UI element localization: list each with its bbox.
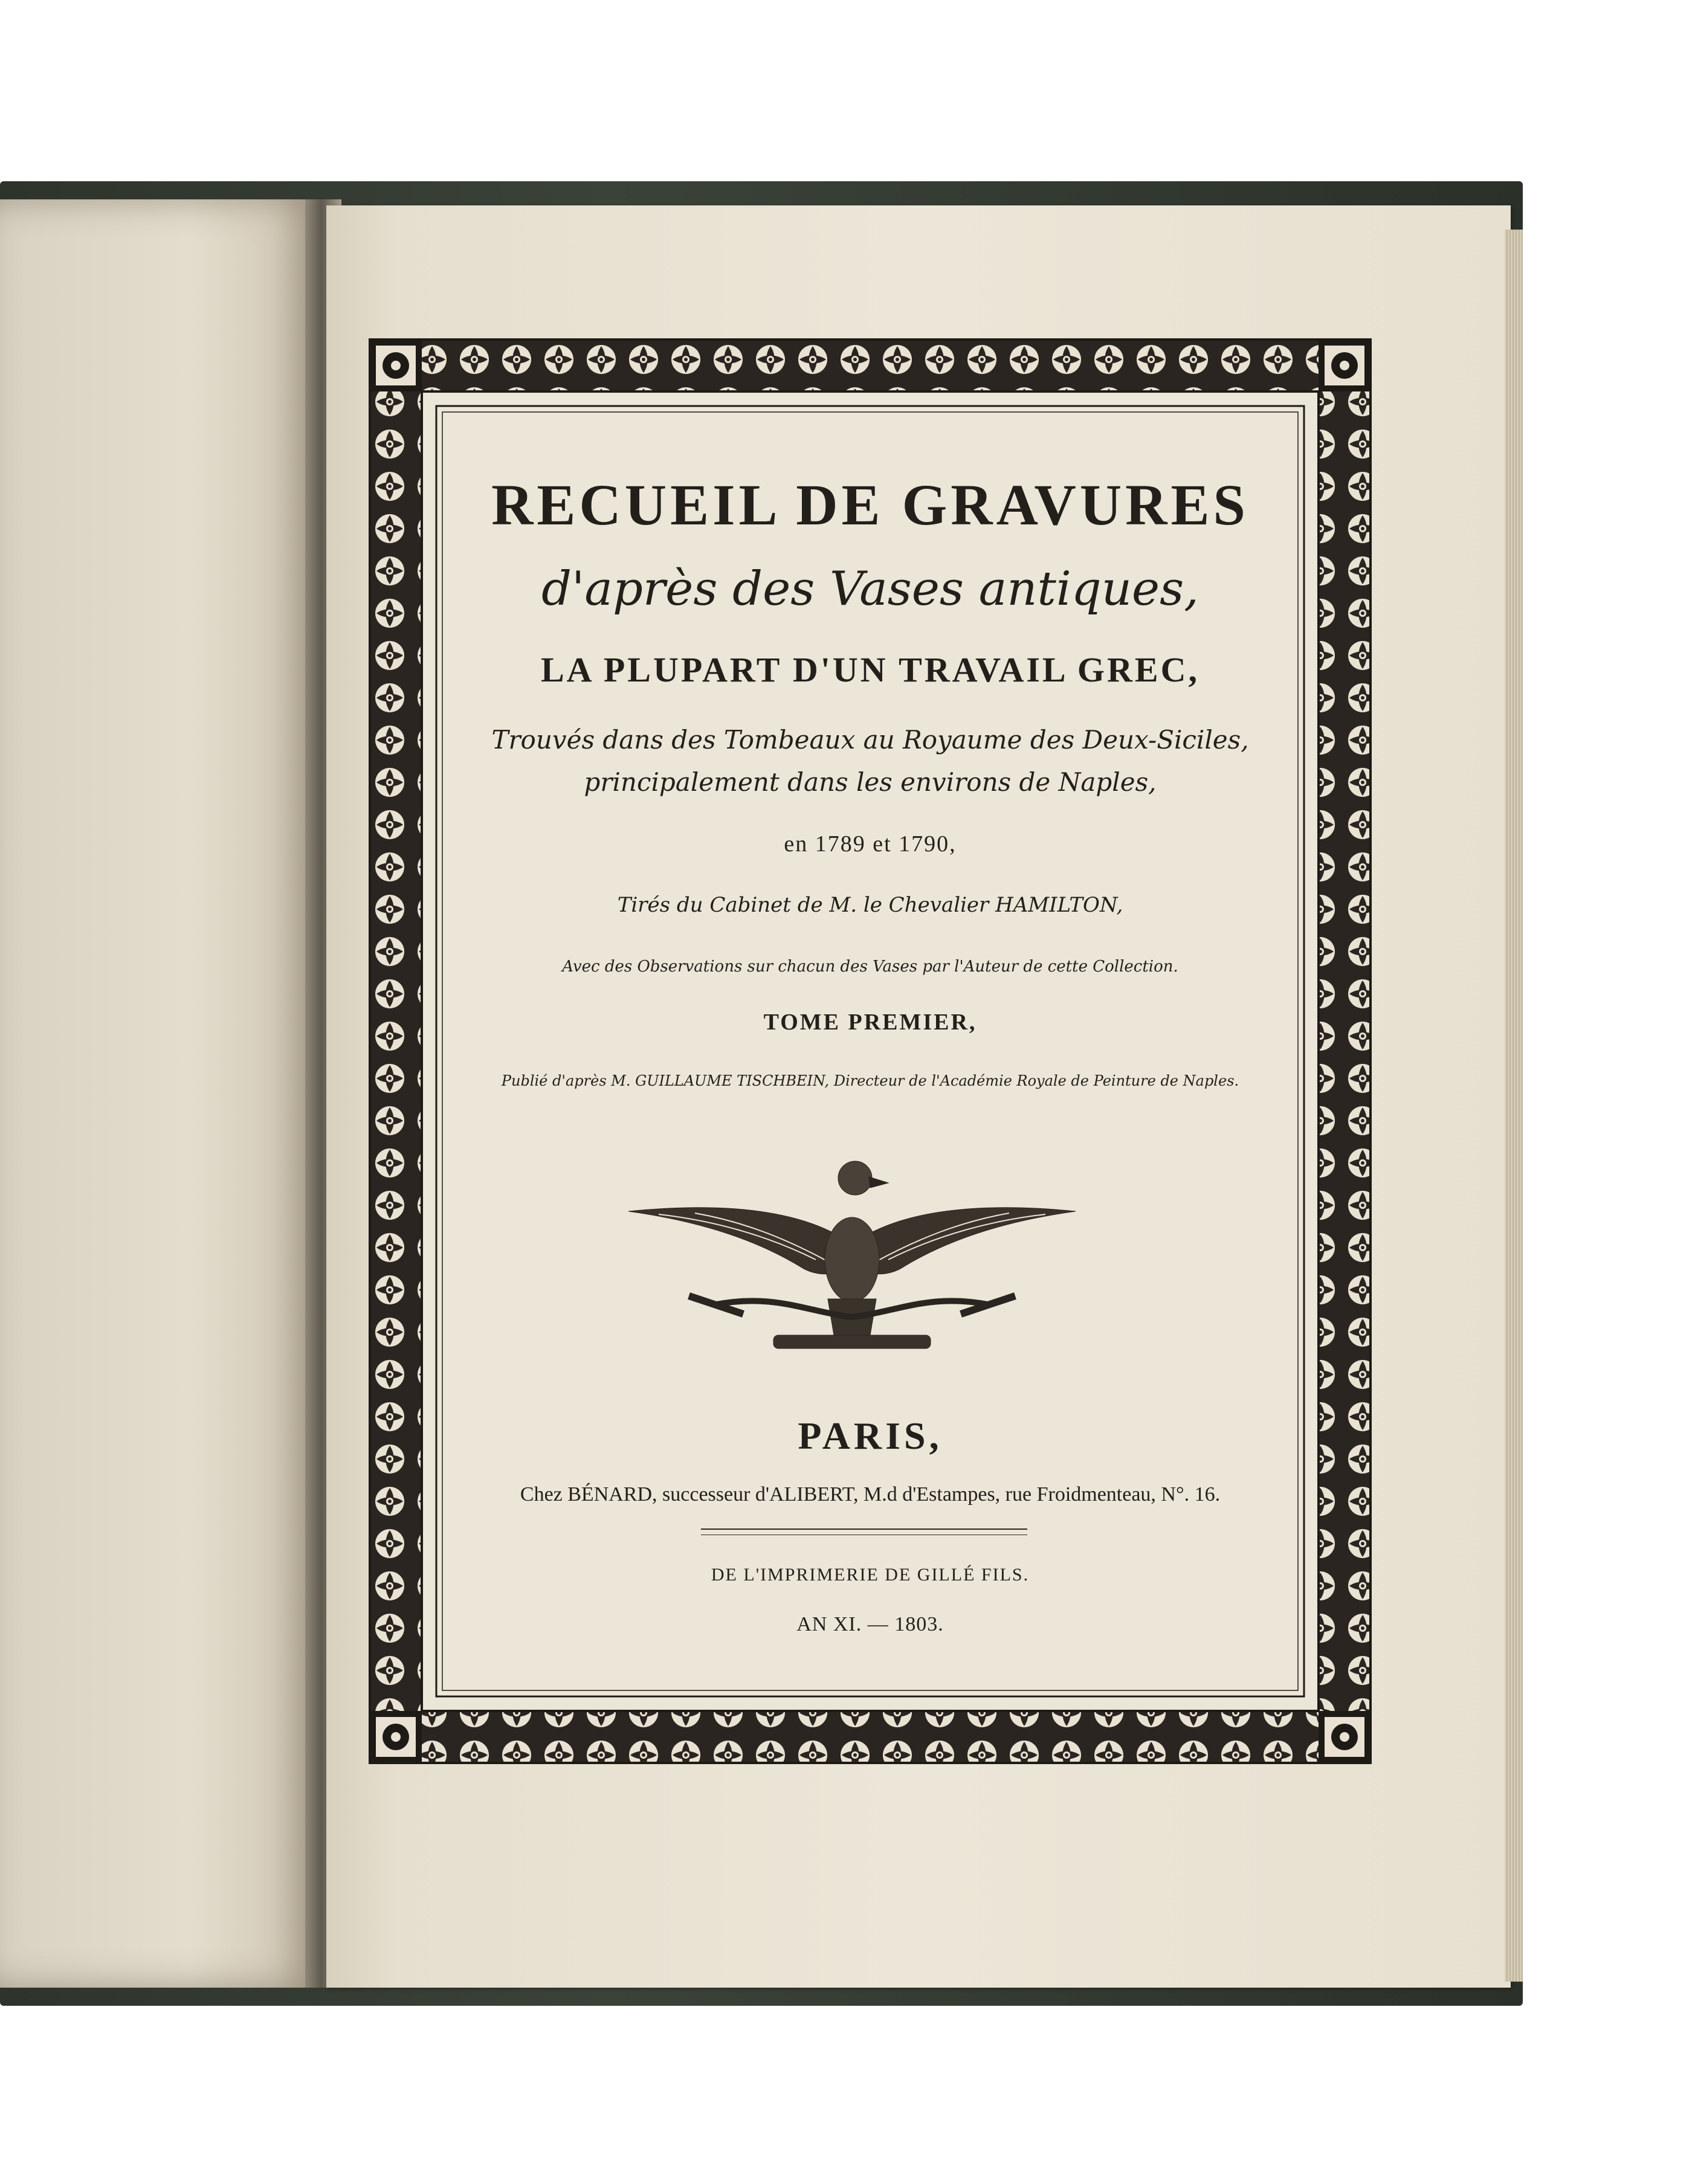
page-edges [1505, 230, 1523, 1982]
tischbein-line: Publié d'après M. GUILLAUME TISCHBEIN, Directeur de l'Académie Royale de Peinture de Naples. [501, 1072, 1239, 1089]
subtitle-script: d'après des Vases antiques, [541, 562, 1199, 616]
subtitle-caps: LA PLUPART D'UN TRAVAIL GREC, [541, 650, 1199, 689]
city-title: PARIS, [798, 1414, 943, 1457]
eagle-icon [622, 1154, 1082, 1359]
rosette-icon [1319, 1711, 1371, 1763]
hamilton-line: Tirés du Cabinet de M. le Chevalier HAMILTON, [617, 893, 1123, 917]
rosette-icon [370, 1711, 422, 1763]
main-title: RECUEIL DE GRAVURES [491, 472, 1249, 537]
left-page [0, 199, 314, 1988]
date-line: AN XI. — 1803. [796, 1613, 944, 1635]
observations-line: Avec des Observations sur chacun des Vases par l'Auteur de cette Collection. [562, 958, 1178, 976]
years-line: en 1789 et 1790, [784, 831, 957, 857]
publisher-line: Chez BÉNARD, successeur d'ALIBERT, M.d d'Estampes, rue Froidmenteau, N°. 16. [520, 1483, 1221, 1506]
rosette-icon [1319, 340, 1371, 391]
volume-title: TOME PREMIER, [763, 1010, 977, 1035]
found-in-line: Trouvés dans des Tombeaux au Royaume des Deux-Siciles, [491, 725, 1249, 755]
rosette-icon [370, 340, 422, 391]
printer-line: DE L'IMPRIMERIE DE GILLÉ FILS. [711, 1565, 1030, 1585]
naples-line: principalement dans les environs de Naples, [584, 767, 1157, 797]
divider-rule [701, 1528, 1027, 1535]
ornamental-border [369, 338, 1372, 1764]
